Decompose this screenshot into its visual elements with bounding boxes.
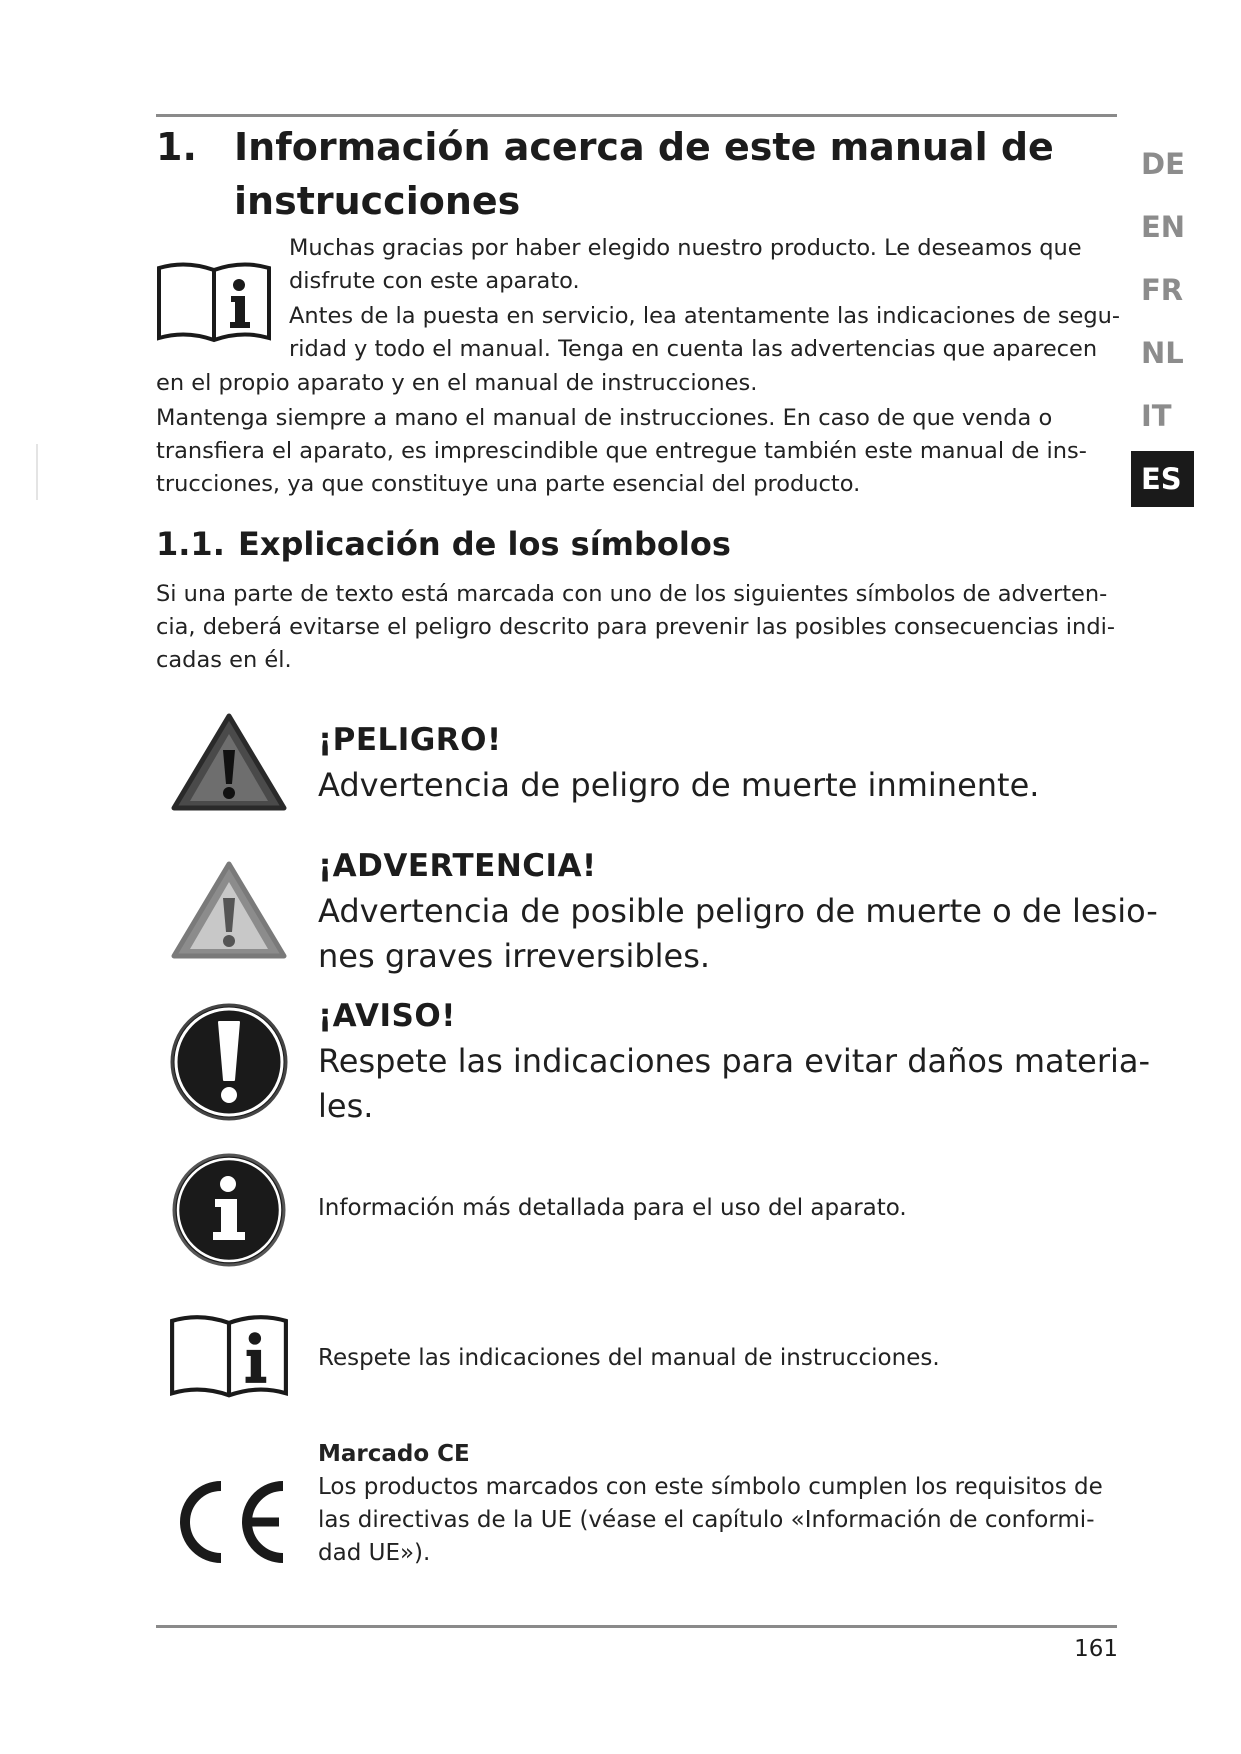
info-line: Información más detallada para el uso del aparato. — [318, 1195, 907, 1221]
chapter-heading — [156, 120, 1056, 228]
language-tab-nl[interactable]: NL — [1141, 336, 1184, 370]
section-line: Si una parte de texto está marcada con uno de los siguientes símbolos de adverten- — [156, 581, 1108, 607]
ce-line: dad UE»). — [318, 1540, 431, 1566]
info-description — [318, 1192, 907, 1225]
language-tab-en[interactable]: EN — [1141, 210, 1186, 244]
chapter-title-line1: Información acerca de este manual de — [234, 125, 1054, 169]
danger-description — [318, 763, 1039, 808]
notice-title: ¡AVISO! — [318, 998, 456, 1034]
language-tab-it[interactable]: IT — [1141, 399, 1172, 433]
intro-line: en el propio aparato y en el manual de instrucciones. — [156, 370, 758, 396]
notice-line: les. — [318, 1087, 374, 1125]
section-heading — [156, 522, 731, 566]
intro-line: ridad y todo el manual. Tenga en cuenta las advertencias que aparecen — [289, 336, 1098, 362]
ce-line: las directivas de la UE (véase el capítulo «Información de conformi- — [318, 1507, 1095, 1533]
top-rule — [156, 114, 1117, 117]
bottom-rule — [156, 1625, 1117, 1628]
language-tab-es[interactable]: ES — [1131, 451, 1194, 507]
notice-description — [318, 1039, 1150, 1129]
warning-description — [318, 889, 1158, 979]
section-title: Explicación de los símbolos — [238, 525, 731, 563]
language-tab-de[interactable]: DE — [1141, 147, 1185, 181]
danger-line: Advertencia de peligro de muerte inminente. — [318, 766, 1040, 804]
manual-line: Respete las indicaciones del manual de instrucciones. — [318, 1345, 940, 1371]
manual-info-icon — [169, 1310, 289, 1400]
intro-line: Muchas gracias por haber elegido nuestro producto. Le deseamos que — [289, 235, 1082, 261]
margin-mark — [36, 444, 38, 500]
language-tabs — [1131, 136, 1194, 514]
language-tab-fr[interactable]: FR — [1141, 273, 1184, 307]
warning-title: ¡ADVERTENCIA! — [318, 848, 597, 884]
manual-info-icon — [156, 258, 272, 344]
intro-line: transfiera el aparato, es imprescindible que entregue también este manual de ins- — [156, 438, 1087, 464]
section-number: 1.1. — [156, 525, 225, 563]
intro-line: trucciones, ya que constituye una parte esencial del producto. — [156, 471, 861, 497]
intro-paragraph-full — [156, 367, 1087, 501]
danger-title: ¡PELIGRO! — [318, 722, 502, 758]
chapter-title-line2: instrucciones — [234, 179, 521, 223]
intro-line: disfrute con este aparato. — [289, 268, 580, 294]
ce-mark-icon — [171, 1478, 289, 1566]
info-circle-icon — [171, 1152, 287, 1268]
section-paragraph — [156, 578, 1115, 677]
warning-triangle-icon — [170, 860, 288, 960]
section-line: cia, deberá evitarse el peligro descrito para prevenir las posibles consecuencias indi- — [156, 614, 1115, 640]
warning-line: nes graves irreversibles. — [318, 937, 711, 975]
exclamation-circle-icon — [169, 1002, 289, 1122]
manual-description — [318, 1342, 940, 1375]
ce-description — [318, 1438, 1103, 1570]
danger-triangle-icon — [170, 712, 288, 812]
section-line: cadas en él. — [156, 647, 292, 673]
notice-line: Respete las indicaciones para evitar daños materia- — [318, 1042, 1151, 1080]
chapter-number: 1. — [156, 125, 197, 169]
intro-line: Antes de la puesta en servicio, lea atentamente las indicaciones de segu- — [289, 303, 1121, 329]
warning-line: Advertencia de posible peligro de muerte o de lesio- — [318, 892, 1158, 930]
ce-line: Los productos marcados con este símbolo cumplen los requisitos de — [318, 1474, 1103, 1500]
intro-paragraph-right — [289, 232, 1120, 366]
intro-line: Mantenga siempre a mano el manual de instrucciones. En caso de que venda o — [156, 405, 1053, 431]
ce-title: Marcado CE — [318, 1441, 470, 1467]
page-number: 161 — [1074, 1636, 1118, 1662]
